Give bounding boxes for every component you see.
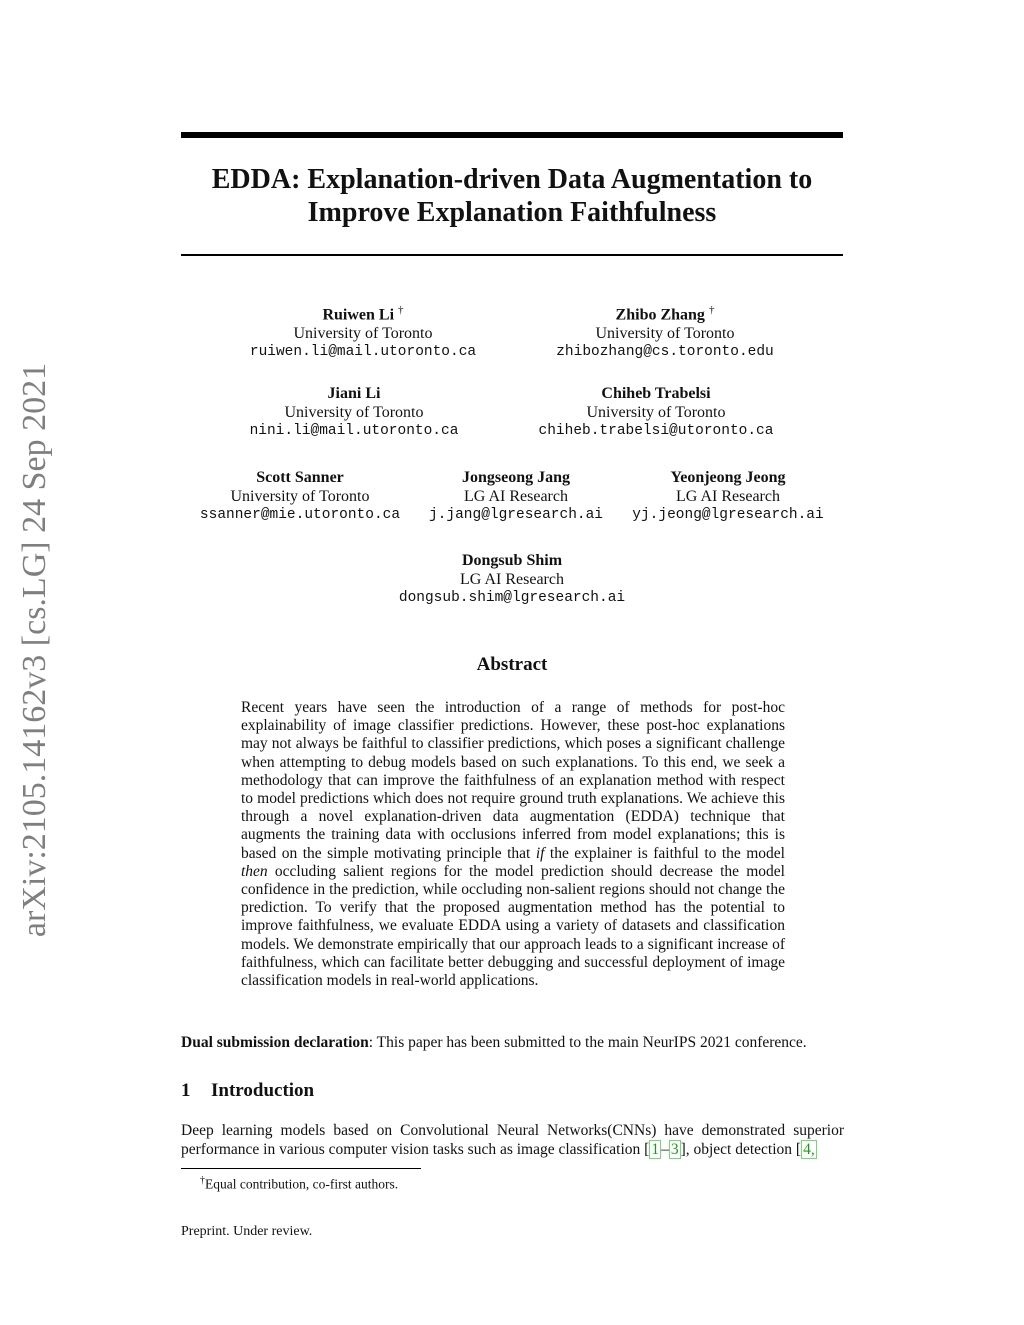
- author-block: [184, 385, 524, 441]
- author-name: Ruiwen Li †: [322, 304, 404, 324]
- section-number: 1: [181, 1080, 191, 1101]
- author-block: [342, 552, 682, 608]
- author-email: zhibozhang@cs.toronto.edu: [556, 344, 774, 361]
- preprint-note: Preprint. Under review.: [181, 1224, 313, 1239]
- citation-link[interactable]: 1: [651, 1140, 660, 1158]
- declaration-label: Dual submission declaration: [181, 1034, 369, 1051]
- author-affiliation: LG AI Research: [676, 487, 780, 505]
- title-line-1: EDDA: Explanation-driven Data Augmentation to: [211, 164, 813, 195]
- abstract-heading: Abstract: [476, 654, 548, 675]
- author-affiliation: LG AI Research: [464, 487, 568, 505]
- author-email: yj.jeong@lgresearch.ai: [632, 507, 824, 523]
- author-email: dongsub.shim@lgresearch.ai: [398, 590, 626, 606]
- citation-link[interactable]: 4,: [803, 1140, 815, 1158]
- footnote: [200, 1175, 398, 1193]
- section-title: Introduction: [211, 1080, 315, 1101]
- author-name: Jongseong Jang: [461, 469, 571, 486]
- footnote-rule: [181, 1168, 421, 1169]
- author-name: Chiheb Trabelsi: [601, 385, 711, 402]
- author-block: [495, 301, 835, 362]
- title-line-2: Improve Explanation Faithfulness: [307, 197, 717, 228]
- citation-link[interactable]: 3: [670, 1140, 679, 1158]
- author-affiliation: University of Toronto: [293, 324, 433, 342]
- declaration-text: : This paper has been submitted to the main NeurIPS 2021 conference.: [368, 1034, 807, 1051]
- arxiv-stamp: arXiv:2105.14162v3 [cs.LG] 24 Sep 2021: [16, 362, 53, 938]
- author-affiliation: University of Toronto: [586, 403, 726, 421]
- author-email: nini.li@mail.utoronto.ca: [249, 423, 459, 439]
- author-name: Dongsub Shim: [461, 552, 563, 569]
- author-name: Yeonjeong Jeong: [670, 469, 786, 486]
- abstract-body: Recent years have seen the introduction of a range of methods for post-hoc explainability of image classifier predictions. However, these post-hoc explanations may not always be faithful to classifier predictions, which poses a significant challenge when attempting to debug models based on such explanations. To this end, we seek a methodology that can improve the faithfulness of an explanation method with respect to model predictions which does not require ground truth explanations. We achieve this through a novel explanation-driven data augmentation (EDDA) technique that augments the training data with occlusions inferred from model explanations; this is based on the simple motivating principle that if the explainer is faithful to the model then occluding salient regions for the model prediction should decrease the model confidence in the prediction, while occluding non-salient regions should not change the prediction. To verify that the proposed augmentation method has the potential to improve faithfulness, we evaluate EDDA using a variety of datasets and classification models. We demonstrate empirically that our approach leads to a significant increase of faithfulness, which can facilitate better debugging and successful deployment of image classification models in real-world applications.: [241, 699, 785, 990]
- author-name: Zhibo Zhang †: [615, 304, 715, 324]
- author-block: [193, 301, 533, 362]
- footnote-text: Equal contribution, co-first authors.: [205, 1176, 399, 1192]
- author-affiliation: University of Toronto: [595, 324, 735, 342]
- author-email: chiheb.trabelsi@utoronto.ca: [538, 423, 774, 439]
- footnote-mark: †: [200, 1175, 205, 1186]
- author-email: ruiwen.li@mail.utoronto.ca: [249, 344, 477, 361]
- author-email: ssanner@mie.utoronto.ca: [199, 507, 401, 523]
- author-affiliation: University of Toronto: [284, 403, 424, 421]
- author-affiliation: University of Toronto: [230, 487, 370, 505]
- intro-paragraph: Deep learning models based on Convolutional Neural Networks(CNNs) have demonstrated superior performance in various computer vision tasks such as image classification [ 1 – 3 ], object detection [ 4,: [181, 1122, 844, 1158]
- section-heading: [181, 1080, 314, 1102]
- author-affiliation: LG AI Research: [460, 570, 564, 588]
- author-email: j.jang@lgresearch.ai: [428, 507, 604, 523]
- author-name: Scott Sanner: [256, 469, 344, 486]
- title-top-rule: [181, 132, 843, 138]
- title-bottom-rule: [181, 254, 843, 256]
- author-block: [558, 469, 898, 525]
- author-name: Jiani Li: [327, 385, 381, 402]
- paper-title: [181, 163, 843, 229]
- author-block: [486, 385, 826, 441]
- dual-submission-declaration: [181, 1034, 861, 1052]
